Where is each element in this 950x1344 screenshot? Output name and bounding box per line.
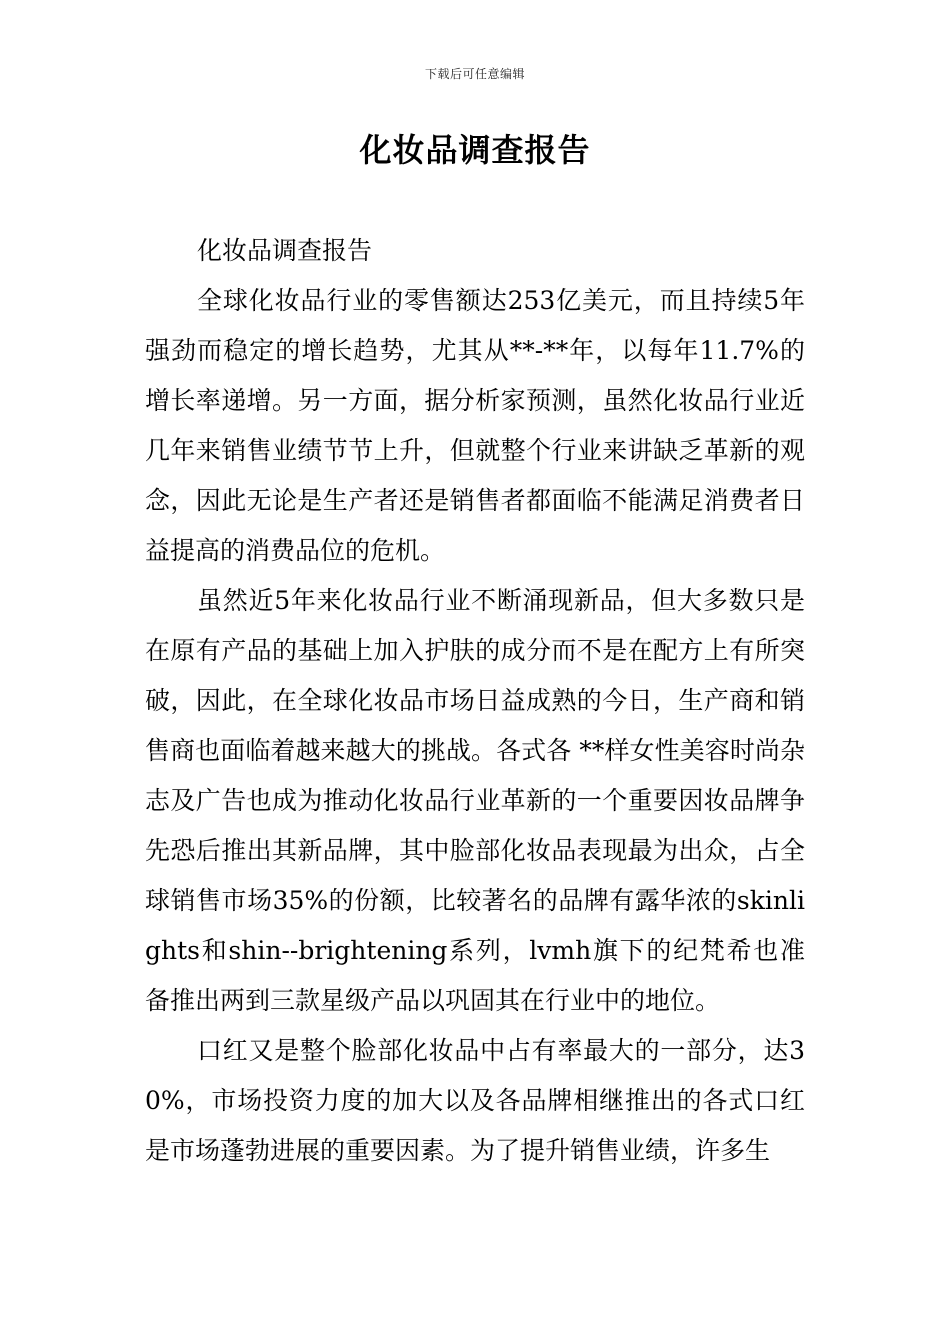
paragraph-innovation-challenge: 虽然近5年来化妆品行业不断涌现新品，但大多数只是在原有产品的基础上加入护肤的成分而不是在配方上有所突破，因此，在全球化妆品市场日益成熟的今日，生产商和销售商也面临着越来越大的挑战。各式各 **样女性美容时尚杂志及广告也成为推动化妆品行业革新的一个重要因妆品牌争先恐后推出其新品牌，其中脸部化妆品表现最为出众，占全球销售市场35%的份额，比较著名的品牌有露华浓的skinlights和shin--brightening系列，lvmh旗下的纪梵希也准备推出两到三款星级产品以巩固其在行业中的地位。: [145, 586, 805, 1015]
document-body: [145, 226, 805, 1176]
paragraph-subtitle: 化妆品调查报告: [197, 236, 373, 265]
paragraph-lipstick-share: 口红又是整个脸部化妆品中占有率最大的一部分，达30%，市场投资力度的加大以及各品牌相继推出的各式口红是市场蓬勃进展的重要因素。为了提升销售业绩，许多生: [145, 1036, 805, 1165]
paragraph-market-overview: 全球化妆品行业的零售额达253亿美元，而且持续5年强劲而稳定的增长趋势，尤其从**-**年，以每年11.7%的增长率递增。另一方面，据分析家预测，虽然化妆品行业近几年来销售业绩节节上升，但就整个行业来讲缺乏革新的观念，因此无论是生产者还是销售者都面临不能满足消费者日益提高的消费品位的危机。: [145, 286, 805, 565]
document-title: 化妆品调查报告: [359, 131, 591, 169]
header-note: 下载后可任意编辑: [424, 67, 525, 81]
